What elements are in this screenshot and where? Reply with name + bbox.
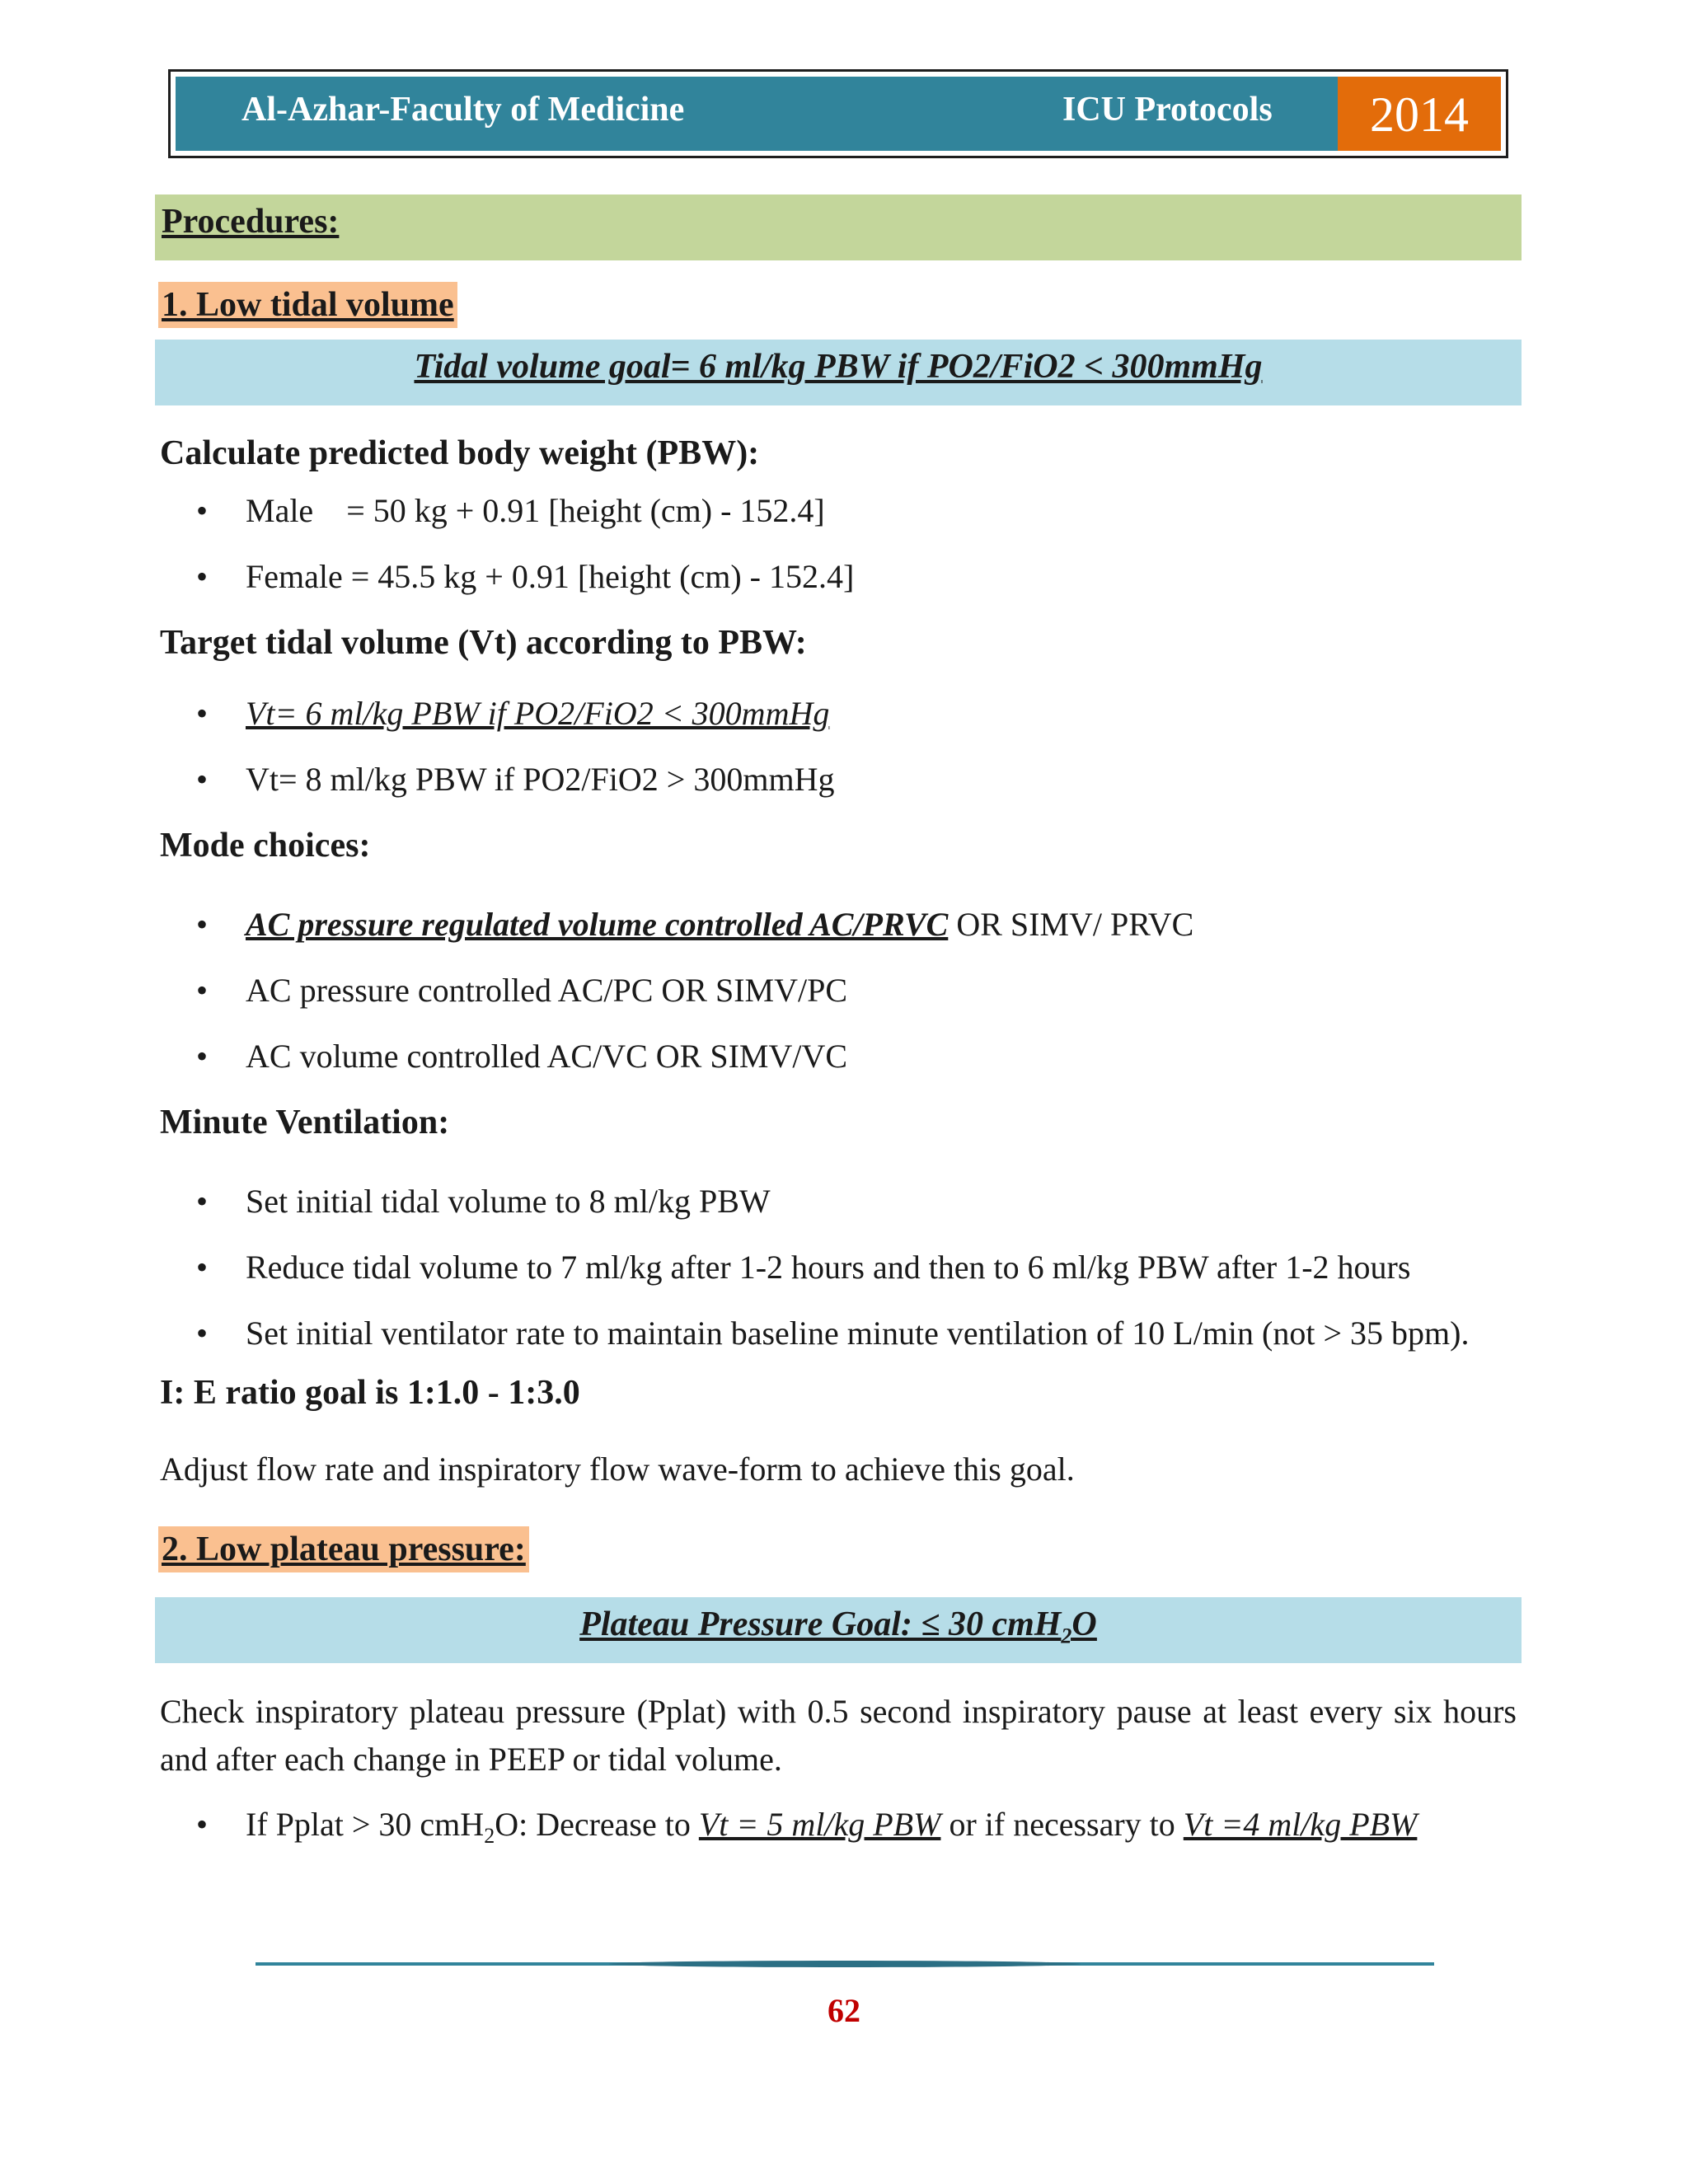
mv-item-2 — [155, 1244, 1522, 1291]
header-bar — [176, 77, 1501, 151]
plateau-goal-suffix: O — [1071, 1605, 1097, 1643]
pplat-vt2: Vt =4 ml/kg PBW — [1183, 1806, 1418, 1843]
pplat-bullet-c: or if necessary to — [940, 1806, 1184, 1843]
mode-pc-text: AC pressure controlled AC/PC OR SIMV/PC — [246, 972, 848, 1009]
plateau-goal-prefix: Plateau Pressure Goal: ≤ 30 cmH — [579, 1605, 1062, 1643]
footer-divider — [256, 1958, 1434, 1970]
mode-prvc — [155, 902, 1522, 948]
page-header — [168, 69, 1508, 158]
header-year: 2014 — [1338, 77, 1501, 151]
page-content — [155, 194, 1522, 1879]
pplat-bullet-a: If Pplat > 30 cmH — [246, 1806, 485, 1843]
tidal-volume-goal: Tidal volume goal= 6 ml/kg PBW if PO2/FiO2 < 300mmHg — [414, 348, 1263, 386]
mv-item-1 — [155, 1179, 1522, 1225]
section2-title: 2. Low plateau pressure: — [158, 1526, 529, 1572]
procedures-band — [155, 194, 1522, 260]
mode-pc — [155, 968, 1522, 1014]
ie-text: Adjust flow rate and inspiratory flow wave-form to achieve this goal. — [160, 1451, 1075, 1488]
vt-low-text: Vt= 6 ml/kg PBW if PO2/FiO2 < 300mmHg — [246, 695, 830, 732]
mv-item-2-text: Reduce tidal volume to 7 ml/kg after 1-2 hours and then to 6 ml/kg PBW after 1-2 hours — [246, 1249, 1411, 1286]
section1-title: 1. Low tidal volume — [158, 282, 457, 328]
header-title: ICU Protocols — [1062, 91, 1273, 129]
mode-vc-text: AC volume controlled AC/VC OR SIMV/VC — [246, 1038, 848, 1075]
header-institution: Al-Azhar-Faculty of Medicine — [241, 91, 685, 129]
pplat-vt1: Vt = 5 ml/kg PBW — [698, 1806, 941, 1843]
mv-item-3-text: Set initial ventilator rate to maintain baseline minute ventilation of 10 L/min (not > 35 bpm). — [246, 1315, 1470, 1352]
section1-title-row — [155, 282, 1522, 328]
mode-prvc-emph: AC pressure regulated volume controlled AC/PRVC — [246, 906, 949, 943]
tidal-volume-goal-band — [155, 340, 1522, 405]
vt-high — [155, 757, 1522, 803]
mv-list — [155, 1179, 1522, 1357]
plateau-goal-sub: 2 — [1061, 1624, 1072, 1648]
vt-heading: Target tidal volume (Vt) according to PBW: — [160, 624, 807, 662]
pbw-list — [155, 488, 1522, 600]
section2-title-row — [155, 1526, 1522, 1572]
plateau-goal — [579, 1605, 1097, 1648]
pbw-heading: Calculate predicted body weight (PBW): — [160, 434, 760, 472]
mv-item-3 — [155, 1310, 1522, 1357]
plateau-goal-band — [155, 1597, 1522, 1663]
pplat-paragraph: Check inspiratory plateau pressure (Pplat) with 0.5 second inspiratory pause at least every six hours and after each change in PEEP or tidal volume. — [160, 1693, 1517, 1778]
pplat-bullet — [155, 1802, 1522, 1859]
pbw-female — [155, 554, 1522, 600]
pbw-male — [155, 488, 1522, 534]
mv-heading: Minute Ventilation: — [160, 1104, 450, 1141]
vt-low — [155, 691, 1522, 737]
mode-list — [155, 902, 1522, 1080]
pbw-male-text: Male = 50 kg + 0.91 [height (cm) - 152.4] — [246, 492, 825, 529]
mode-vc — [155, 1033, 1522, 1080]
page-number: 62 — [828, 1992, 860, 2029]
vt-high-text: Vt= 8 ml/kg PBW if PO2/FiO2 > 300mmHg — [246, 761, 835, 798]
vt-list — [155, 691, 1522, 803]
ie-heading: I: E ratio goal is 1:1.0 - 1:3.0 — [160, 1374, 580, 1412]
pplat-list — [155, 1802, 1522, 1859]
pplat-bullet-sub: 2 — [484, 1824, 495, 1848]
mv-item-1-text: Set initial tidal volume to 8 ml/kg PBW — [246, 1183, 771, 1220]
mode-heading: Mode choices: — [160, 827, 371, 865]
mode-prvc-rest: OR SIMV/ PRVC — [948, 906, 1194, 943]
pbw-female-text: Female = 45.5 kg + 0.91 [height (cm) - 152.4] — [246, 558, 855, 595]
procedures-heading: Procedures: — [162, 203, 340, 241]
pplat-bullet-b: O: Decrease to — [495, 1806, 699, 1843]
